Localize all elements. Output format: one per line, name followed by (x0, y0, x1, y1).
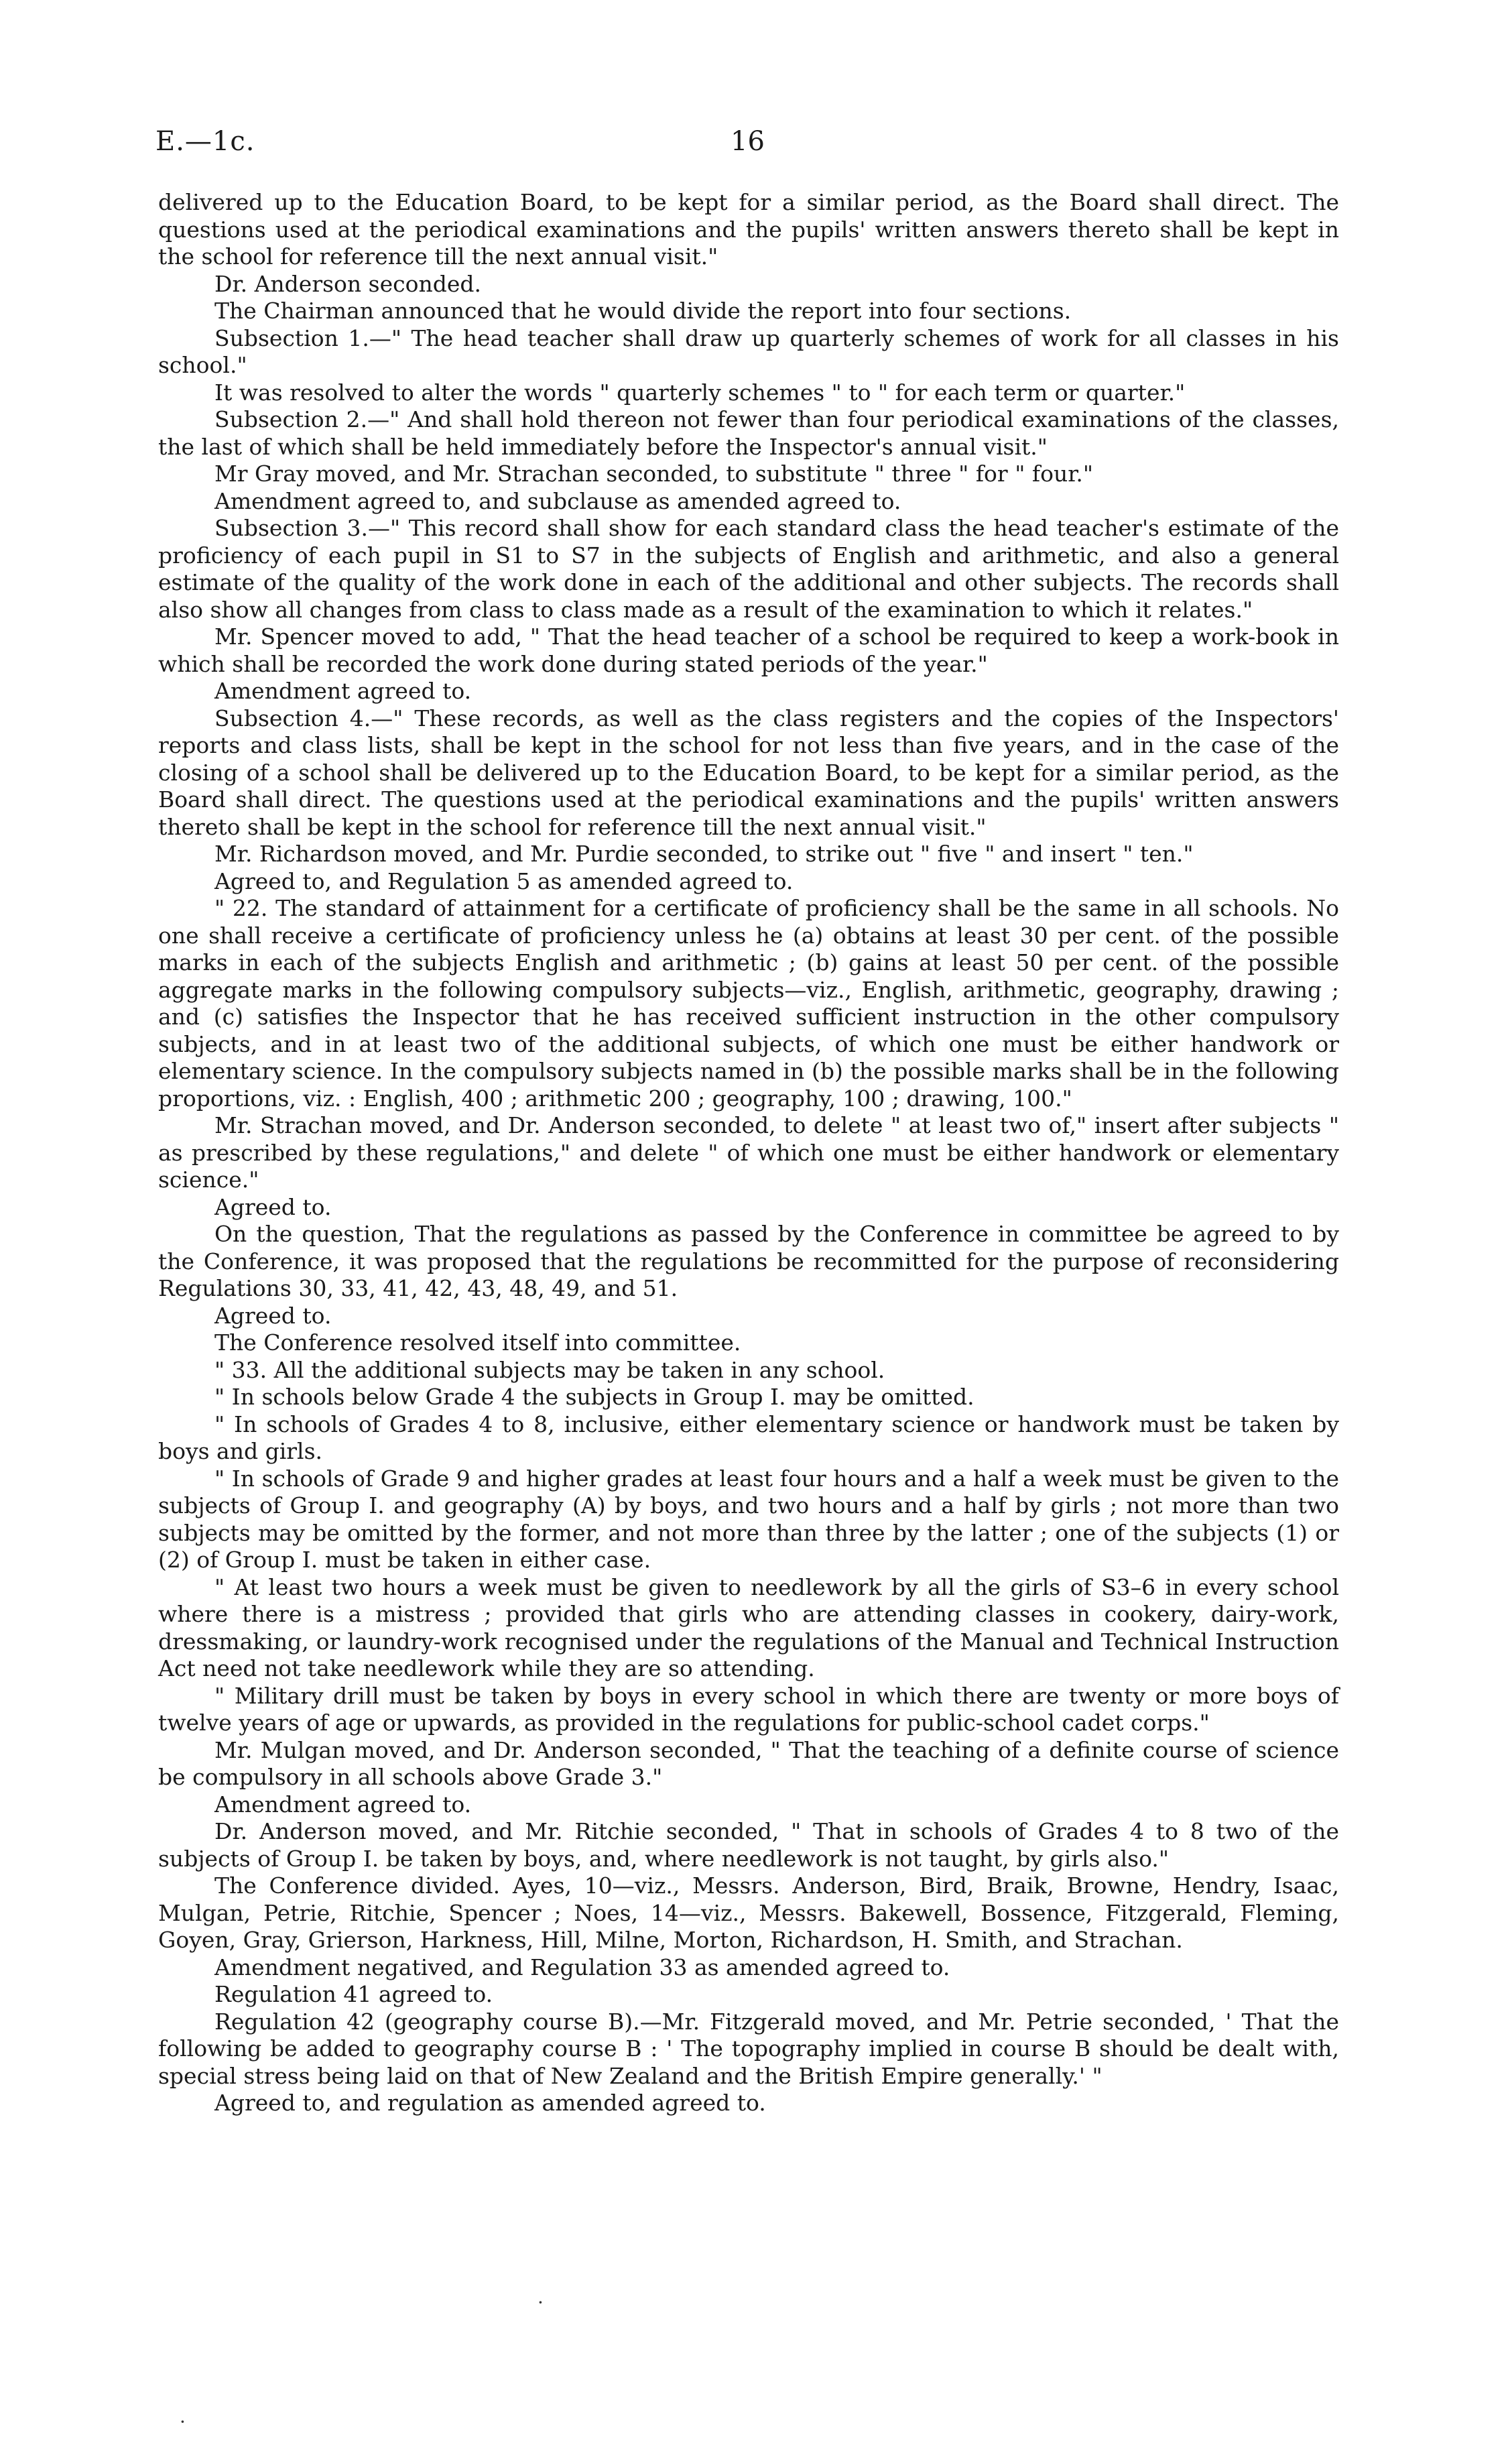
paragraph: Regulation 41 agreed to. (214, 1981, 493, 2007)
paragraph: " In schools of Grade 9 and higher grades at least four hours and a half a week must be given to the subjects of Group I. and geography (A) by boys, and two hours and a half by girls ; not more than two subjects may be omitted by the former, and not more than three by the latter ; one of the subjects (1) or (2) of Group I. must be taken in either case. (158, 1465, 1339, 1573)
paragraph: Regulation 42 (geography course B).—Mr. Fitzgerald moved, and Mr. Petrie seconded, ' That the following be added to geography course B : ' The topography implied in course B should be dealt with, special stress being laid on that of New Zealand and the British Empire generally.' " (158, 2008, 1339, 2089)
paragraph: Dr. Anderson moved, and Mr. Ritchie seconded, " That in schools of Grades 4 to 8 two of the subjects of Group I. be taken by boys, and, where needlework is not taught, by girls also." (158, 1818, 1339, 1872)
stray-mark: · (180, 2411, 186, 2433)
paragraph: " Military drill must be taken by boys in every school in which there are twenty or more boys of twelve years of age or upwards, as provided in the regulations for public-school cadet corps." (158, 1682, 1339, 1736)
paragraph: " In schools of Grades 4 to 8, inclusive, either elementary science or handwork must be taken by boys and girls. (158, 1411, 1339, 1464)
page-number: 16 (731, 126, 765, 157)
paragraph: Agreed to, and regulation as amended agreed to. (214, 2090, 766, 2116)
paragraph: The Conference resolved itself into committee. (214, 1329, 741, 1356)
paragraph: " 22. The standard of attainment for a certificate of proficiency shall be the same in all schools. No one shall receive a certificate of proficiency unless he (a) obtains at least 30 per cent. of the possible marks in each of the subjects English and arithmetic ; (b) gains at least 50 per cent. of the possible aggregate marks in the following compulsory subjects—viz., English, arithmetic, geography, drawing ; and (c) satisfies the Inspector that he has received sufficient instruction in the other compulsory subjects, and in at least two of the additional subjects, of which one must be either handwork or elementary science. In the compulsory subjects named in (b) the possible marks shall be in the following proportions, viz. : English, 400 ; arithmetic 200 ; geography, 100 ; drawing, 100." (158, 895, 1339, 1112)
paragraph: Agreed to. (214, 1193, 332, 1220)
paragraph: Mr. Strachan moved, and Dr. Anderson seconded, to delete " at least two of," insert after subjects " as prescribed by these regulations," and delete " of which one must be either handwork or elementary science." (158, 1112, 1339, 1193)
paragraph: Amendment negatived, and Regulation 33 as amended agreed to. (214, 1954, 950, 1980)
page-header (155, 126, 1335, 166)
document-reference: E.—1c. (155, 126, 255, 157)
paragraph: Mr. Spencer moved to add, " That the head teacher of a school be required to keep a work-book in which shall be recorded the work done during stated periods of the year." (158, 623, 1339, 677)
paragraph: Mr. Richardson moved, and Mr. Purdie seconded, to strike out " five " and insert " ten." (214, 841, 1194, 867)
body-text (158, 189, 1339, 2117)
paragraph: " In schools below Grade 4 the subjects in Group I. may be omitted. (214, 1384, 974, 1410)
paragraph: Subsection 2.—" And shall hold thereon not fewer than four periodical examinations of the classes, the last of which shall be held immediately before the Inspector's annual visit." (158, 406, 1339, 460)
paragraph: Subsection 4.—" These records, as well as the class registers and the copies of the Inspectors' reports and class lists, shall be kept in the school for not less than five years, and in the case of the closing of a school shall be delivered up to the Education Board, to be kept for a similar period, as the Board shall direct. The questions used at the periodical examinations and the pupils' written answers thereto shall be kept in the school for reference till the next annual visit." (158, 705, 1339, 840)
paragraph: Subsection 3.—" This record shall show for each standard class the head teacher's estimate of the proficiency of each pupil in S1 to S7 in the subjects of English and arithmetic, and also a general estimate of the quality of the work done in each of the additional and other subjects. The records shall also show all changes from class to class made as a result of the examination to which it relates." (158, 515, 1339, 623)
paragraph: delivered up to the Education Board, to be kept for a similar period, as the Board shall direct. The questions used at the periodical examinations and the pupils' written answers thereto shall be kept in the school for reference till the next annual visit." (158, 189, 1339, 270)
paragraph: " At least two hours a week must be given to needlework by all the girls of S3–6 in every school where there is a mistress ; provided that girls who are attending classes in cookery, dairy-work, dressmaking, or laundry-work recognised under the regulations of the Manual and Technical Instruction Act need not take needlework while they are so attending. (158, 1573, 1339, 1681)
paragraph: Agreed to. (214, 1302, 332, 1329)
paragraph: " 33. All the additional subjects may be taken in any school. (214, 1356, 885, 1383)
paragraph: The Conference divided. Ayes, 10—viz., Messrs. Anderson, Bird, Braik, Browne, Hendry, Isaac, Mulgan, Petrie, Ritchie, Spencer ; Noes, 14—viz., Messrs. Bakewell, Bossence, Fitzgerald, Fleming, Goyen, Gray, Grierson, Harkness, Hill, Milne, Morton, Richardson, H. Smith, and Strachan. (158, 1872, 1339, 1953)
paragraph: Amendment agreed to, and subclause as amended agreed to. (214, 487, 901, 514)
paragraph: Agreed to, and Regulation 5 as amended agreed to. (214, 868, 794, 894)
paragraph: Subsection 1.—" The head teacher shall draw up quarterly schemes of work for all classes in his school." (158, 324, 1339, 378)
paragraph: Mr Gray moved, and Mr. Strachan seconded, to substitute " three " for " four." (214, 461, 1094, 487)
stray-mark: · (538, 2291, 544, 2314)
paragraph: Mr. Mulgan moved, and Dr. Anderson seconded, " That the teaching of a definite course of science be compulsory in all schools above Grade 3." (158, 1736, 1339, 1790)
paragraph: Dr. Anderson seconded. (214, 270, 481, 297)
paragraph: It was resolved to alter the words " quarterly schemes " to " for each term or quarter." (214, 379, 1186, 406)
paragraph: The Chairman announced that he would divide the report into four sections. (214, 298, 1072, 324)
paragraph: Amendment agreed to. (214, 1791, 472, 1817)
paragraph: On the question, That the regulations as passed by the Conference in committee be agreed to by the Conference, it was proposed that the regulations be recommitted for the purpose of reconsidering Regulations 30, 33, 41, 42, 43, 48, 49, and 51. (158, 1221, 1339, 1301)
paragraph: Amendment agreed to. (214, 678, 472, 704)
